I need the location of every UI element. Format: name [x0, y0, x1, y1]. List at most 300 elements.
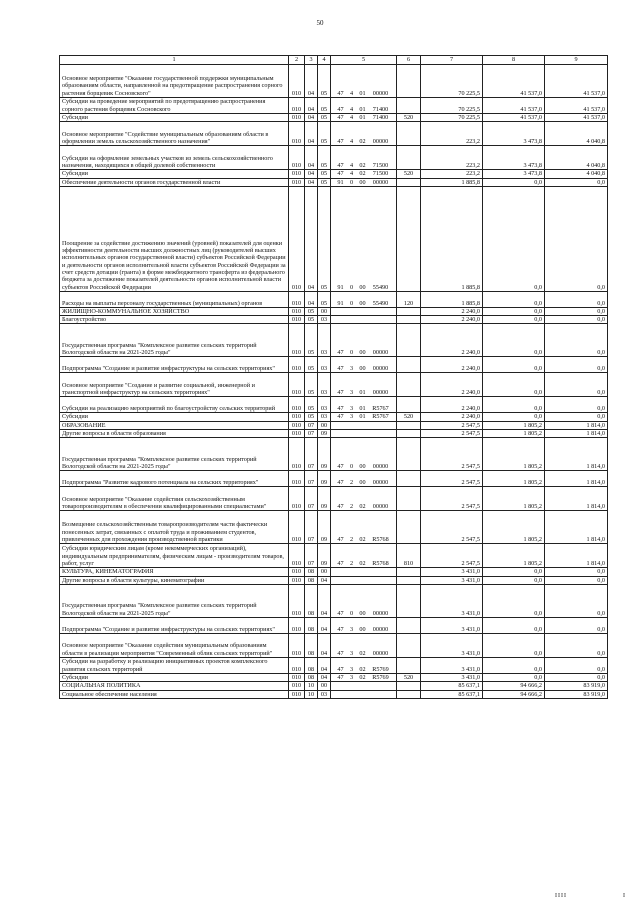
- cs-part: 47: [337, 114, 344, 121]
- cs-part: 00: [359, 463, 366, 471]
- vr-cell: [397, 307, 421, 315]
- amount-2022: 0,0: [483, 357, 545, 373]
- amount-2022: 0,0: [483, 413, 545, 421]
- pr-cell: 05: [318, 178, 331, 186]
- amount-2023: 0,0: [545, 633, 608, 657]
- pr-cell: 05: [318, 114, 331, 122]
- vr-cell: [397, 617, 421, 633]
- cs-cell: [331, 544, 397, 568]
- amount-2023: 1 814,0: [545, 421, 608, 429]
- amount-2022: 41 537,0: [483, 114, 545, 122]
- vr-cell: [397, 584, 421, 617]
- table-row: [60, 357, 608, 373]
- pr-cell: 04: [318, 633, 331, 657]
- cs-part: 00000: [372, 349, 389, 357]
- amount-2021: 3 431,0: [421, 673, 483, 681]
- amount-2022: 0,0: [483, 316, 545, 324]
- vr-cell: [397, 633, 421, 657]
- amount-2021: 70 225,5: [421, 98, 483, 114]
- pr-cell: 09: [318, 487, 331, 511]
- header-cell: 9: [545, 56, 608, 65]
- pr-cell: 05: [318, 186, 331, 291]
- amount-2022: 0,0: [483, 576, 545, 584]
- amount-2023: 0,0: [545, 186, 608, 291]
- cs-cell: [331, 98, 397, 114]
- cs-part: 00: [359, 479, 366, 487]
- cs-cell: [331, 682, 397, 690]
- amount-2023: 0,0: [545, 324, 608, 357]
- amount-2022: 0,0: [483, 307, 545, 315]
- header-cell: 7: [421, 56, 483, 65]
- rz-cell: 04: [305, 114, 318, 122]
- cs-part: 00000: [372, 89, 389, 97]
- amount-2022: 0,0: [483, 291, 545, 307]
- cs-part: 02: [359, 503, 366, 511]
- vr-cell: [397, 146, 421, 170]
- amount-2021: 1 885,8: [421, 178, 483, 186]
- cs-cell: [331, 316, 397, 324]
- grbs-cell: 010: [289, 307, 305, 315]
- cs-part: 0: [349, 178, 354, 186]
- cs-part: 0: [349, 283, 354, 291]
- row-name: Другие вопросы в области культуры, кинематографии: [60, 576, 289, 584]
- rz-cell: 05: [305, 373, 318, 397]
- amount-2023: 4 040,8: [545, 146, 608, 170]
- amount-2022: 3 473,8: [483, 146, 545, 170]
- amount-2022: 1 805,2: [483, 421, 545, 429]
- table-row: [60, 511, 608, 544]
- row-name: СОЦИАЛЬНАЯ ПОЛИТИКА: [60, 682, 289, 690]
- vr-cell: [397, 690, 421, 698]
- cs-part: 47: [337, 349, 344, 357]
- cs-part: 71500: [372, 162, 389, 169]
- grbs-cell: 010: [289, 291, 305, 307]
- amount-2023: 1 814,0: [545, 487, 608, 511]
- table-row: [60, 673, 608, 681]
- amount-2021: 2 547,5: [421, 544, 483, 568]
- cs-part: 00: [359, 299, 366, 307]
- cs-part: 00000: [372, 463, 389, 471]
- pr-cell: 04: [318, 617, 331, 633]
- table-row: [60, 421, 608, 429]
- row-name: Субсидии на проведение мероприятий по предотвращению распространения сорного растения борщевик Сосновского: [60, 98, 289, 114]
- vr-cell: [397, 511, 421, 544]
- rz-cell: 04: [305, 170, 318, 178]
- amount-2022: 0,0: [483, 324, 545, 357]
- pr-cell: 05: [318, 122, 331, 146]
- vr-cell: [397, 657, 421, 673]
- rz-cell: 05: [305, 357, 318, 373]
- cs-part: 00000: [372, 365, 389, 373]
- header-cell: 8: [483, 56, 545, 65]
- amount-2021: 2 547,5: [421, 430, 483, 438]
- grbs-cell: 010: [289, 584, 305, 617]
- cs-part: 47: [337, 665, 344, 673]
- footer-mark: IIII: [555, 893, 567, 899]
- pr-cell: 09: [318, 471, 331, 487]
- amount-2022: 94 666,2: [483, 690, 545, 698]
- rz-cell: 07: [305, 544, 318, 568]
- pr-cell: 03: [318, 373, 331, 397]
- cs-part: 47: [337, 479, 344, 487]
- pr-cell: 05: [318, 170, 331, 178]
- amount-2021: 2 240,0: [421, 357, 483, 373]
- header-cell: 3: [305, 56, 318, 65]
- vr-cell: [397, 324, 421, 357]
- cs-part: 47: [337, 365, 344, 373]
- pr-cell: 04: [318, 584, 331, 617]
- cs-part: 00000: [372, 138, 389, 145]
- grbs-cell: 010: [289, 324, 305, 357]
- cs-part: 01: [359, 105, 366, 113]
- row-name: Основное мероприятие "Создание и развитие социальной, инженерной и транспортной инфраструктур на сельских территориях": [60, 373, 289, 397]
- amount-2023: 41 537,0: [545, 114, 608, 122]
- amount-2023: 0,0: [545, 307, 608, 315]
- grbs-cell: 010: [289, 471, 305, 487]
- amount-2021: 2 547,5: [421, 438, 483, 471]
- cs-part: 47: [337, 89, 344, 97]
- cs-part: 47: [337, 609, 344, 617]
- vr-cell: 520: [397, 413, 421, 421]
- cs-part: 47: [337, 503, 344, 511]
- cs-part: 3: [349, 365, 354, 373]
- pr-cell: 00: [318, 307, 331, 315]
- cs-cell: [331, 307, 397, 315]
- cs-part: 01: [359, 389, 366, 397]
- rz-cell: 04: [305, 98, 318, 114]
- table-row: [60, 690, 608, 698]
- table-row: [60, 114, 608, 122]
- cs-part: 47: [337, 170, 344, 178]
- grbs-cell: 010: [289, 98, 305, 114]
- amount-2022: 0,0: [483, 186, 545, 291]
- cs-part: 01: [359, 114, 366, 121]
- table-row: [60, 373, 608, 397]
- amount-2021: 2 240,0: [421, 373, 483, 397]
- cs-part: 47: [337, 625, 344, 633]
- amount-2022: 1 805,2: [483, 430, 545, 438]
- cs-part: 02: [359, 665, 366, 673]
- cs-part: 00000: [372, 649, 389, 657]
- cs-part: 47: [337, 405, 344, 413]
- amount-2021: 70 225,5: [421, 65, 483, 98]
- amount-2022: 1 805,2: [483, 511, 545, 544]
- cs-part: 00000: [372, 609, 389, 617]
- cs-part: 4: [349, 162, 354, 169]
- row-name: Государственная программа "Комплексное развитие сельских территорий Вологодской области на 2021-2025 годы": [60, 584, 289, 617]
- cs-part: 47: [337, 649, 344, 657]
- cs-part: 47: [337, 463, 344, 471]
- row-name: Субсидии: [60, 673, 289, 681]
- table-row: [60, 122, 608, 146]
- cs-part: 3: [349, 665, 354, 673]
- cs-part: 47: [337, 536, 344, 544]
- vr-cell: [397, 178, 421, 186]
- cs-cell: [331, 617, 397, 633]
- grbs-cell: 010: [289, 438, 305, 471]
- table-row: [60, 307, 608, 315]
- amount-2023: 0,0: [545, 617, 608, 633]
- cs-part: 00: [359, 178, 366, 186]
- cs-cell: [331, 430, 397, 438]
- cs-part: 2: [349, 536, 354, 544]
- cs-part: 3: [349, 389, 354, 397]
- cs-part: 47: [337, 105, 344, 113]
- row-name: Государственная программа "Комплексное развитие сельских территорий Вологодской области на 2021-2025 годы": [60, 324, 289, 357]
- amount-2023: 0,0: [545, 397, 608, 413]
- amount-2021: 2 240,0: [421, 307, 483, 315]
- cs-cell: [331, 186, 397, 291]
- amount-2022: 1 805,2: [483, 438, 545, 471]
- grbs-cell: 010: [289, 146, 305, 170]
- cs-part: 02: [359, 673, 366, 681]
- rz-cell: 08: [305, 633, 318, 657]
- vr-cell: [397, 397, 421, 413]
- table-row: [60, 146, 608, 170]
- amount-2022: 0,0: [483, 397, 545, 413]
- grbs-cell: 010: [289, 65, 305, 98]
- rz-cell: 10: [305, 690, 318, 698]
- cs-cell: [331, 114, 397, 122]
- amount-2023: 0,0: [545, 576, 608, 584]
- cs-part: 71500: [372, 170, 389, 178]
- cs-part: 91: [337, 178, 344, 186]
- table-row: [60, 397, 608, 413]
- table-row: [60, 291, 608, 307]
- vr-cell: [397, 357, 421, 373]
- amount-2021: 85 637,1: [421, 690, 483, 698]
- cs-part: R5769: [372, 673, 389, 681]
- cs-cell: [331, 471, 397, 487]
- pr-cell: 05: [318, 98, 331, 114]
- header-cell: 5: [331, 56, 397, 65]
- cs-part: 00: [359, 365, 366, 373]
- amount-2021: 2 547,5: [421, 487, 483, 511]
- rz-cell: 07: [305, 471, 318, 487]
- rz-cell: 04: [305, 291, 318, 307]
- grbs-cell: 010: [289, 397, 305, 413]
- cs-part: 00: [359, 625, 366, 633]
- amount-2022: 0,0: [483, 617, 545, 633]
- row-name: КУЛЬТУРА, КИНЕМАТОГРАФИЯ: [60, 568, 289, 576]
- table-row: [60, 544, 608, 568]
- amount-2021: 2 547,5: [421, 471, 483, 487]
- grbs-cell: 010: [289, 568, 305, 576]
- cs-part: 01: [359, 413, 366, 421]
- amount-2021: 223,2: [421, 122, 483, 146]
- cs-cell: [331, 122, 397, 146]
- amount-2023: 4 040,8: [545, 170, 608, 178]
- header-cell: 4: [318, 56, 331, 65]
- cs-part: 01: [359, 89, 366, 97]
- amount-2022: 0,0: [483, 373, 545, 397]
- table-row: [60, 487, 608, 511]
- vr-cell: [397, 421, 421, 429]
- grbs-cell: 010: [289, 430, 305, 438]
- cs-part: 02: [359, 138, 366, 145]
- rz-cell: 08: [305, 617, 318, 633]
- row-name: Субсидии на оформление земельных участков из земель сельскохозяйственного назначения, находящихся в общей долевой собственности: [60, 146, 289, 170]
- rz-cell: 08: [305, 673, 318, 681]
- amount-2021: 3 431,0: [421, 576, 483, 584]
- amount-2023: 0,0: [545, 316, 608, 324]
- vr-cell: [397, 682, 421, 690]
- footer-mark: I: [623, 893, 625, 899]
- vr-cell: [397, 438, 421, 471]
- rz-cell: 04: [305, 146, 318, 170]
- pr-cell: 04: [318, 576, 331, 584]
- cs-cell: [331, 584, 397, 617]
- table-row: [60, 682, 608, 690]
- amount-2022: 0,0: [483, 633, 545, 657]
- header-row: [60, 56, 608, 65]
- cs-part: 71400: [372, 114, 389, 121]
- row-name: Поощрение за содействие достижению значений (уровней) показателей для оценки эффективности деятельности высших должностных лиц (руководителей высших исполнительных органов государственной власти) субъектов Российской Федерации и деятельности органов исполнительной власти субъектов Российской Федерации за счет средств дотации (гранта) в форме межбюджетного трансферта из федерального бюджета за достижение показателей деятельности органов исполнительной власти субъектов Российской Федерации: [60, 186, 289, 291]
- cs-cell: [331, 65, 397, 98]
- row-name: Расходы на выплаты персоналу государственных (муниципальных) органов: [60, 291, 289, 307]
- amount-2021: 3 431,0: [421, 633, 483, 657]
- rz-cell: 07: [305, 421, 318, 429]
- cs-part: 47: [337, 413, 344, 421]
- cs-cell: [331, 170, 397, 178]
- row-name: Субсидии: [60, 413, 289, 421]
- pr-cell: 05: [318, 146, 331, 170]
- amount-2021: 3 431,0: [421, 657, 483, 673]
- cs-cell: [331, 568, 397, 576]
- page-number: 50: [316, 19, 324, 27]
- rz-cell: 07: [305, 438, 318, 471]
- cs-cell: [331, 633, 397, 657]
- cs-part: R5768: [372, 560, 389, 568]
- pr-cell: 03: [318, 397, 331, 413]
- table-row: [60, 576, 608, 584]
- grbs-cell: 010: [289, 682, 305, 690]
- row-name: Субсидии: [60, 170, 289, 178]
- vr-cell: [397, 576, 421, 584]
- table-row: [60, 617, 608, 633]
- cs-part: 00000: [372, 479, 389, 487]
- cs-part: 2: [349, 479, 354, 487]
- cs-part: 91: [337, 283, 344, 291]
- cs-part: R5769: [372, 665, 389, 673]
- cs-part: 0: [349, 609, 354, 617]
- cs-part: 55490: [372, 283, 389, 291]
- cs-part: 71400: [372, 105, 389, 113]
- amount-2023: 0,0: [545, 373, 608, 397]
- pr-cell: 05: [318, 65, 331, 98]
- vr-cell: [397, 373, 421, 397]
- cs-part: 47: [337, 673, 344, 681]
- row-name: Другие вопросы в области образования: [60, 430, 289, 438]
- table-row: [60, 413, 608, 421]
- amount-2023: 0,0: [545, 178, 608, 186]
- cs-part: 00000: [372, 178, 389, 186]
- cs-cell: [331, 421, 397, 429]
- vr-cell: [397, 568, 421, 576]
- grbs-cell: 010: [289, 421, 305, 429]
- amount-2022: 0,0: [483, 584, 545, 617]
- cs-part: 02: [359, 649, 366, 657]
- cs-cell: [331, 413, 397, 421]
- table-row: [60, 438, 608, 471]
- cs-part: 0: [349, 349, 354, 357]
- row-name: Подпрограмма "Создание и развитие инфраструктуры на сельских территориях": [60, 617, 289, 633]
- amount-2021: 1 885,8: [421, 186, 483, 291]
- cs-part: 00: [359, 349, 366, 357]
- grbs-cell: 010: [289, 170, 305, 178]
- budget-table: [59, 55, 608, 699]
- vr-cell: [397, 122, 421, 146]
- cs-part: 91: [337, 299, 344, 307]
- amount-2023: 83 919,0: [545, 682, 608, 690]
- grbs-cell: 010: [289, 576, 305, 584]
- amount-2021: 3 431,0: [421, 617, 483, 633]
- cs-cell: [331, 324, 397, 357]
- amount-2022: 0,0: [483, 673, 545, 681]
- cs-part: 47: [337, 162, 344, 169]
- cs-part: 02: [359, 162, 366, 169]
- cs-part: 47: [337, 389, 344, 397]
- cs-part: 3: [349, 649, 354, 657]
- header-cell: 2: [289, 56, 305, 65]
- pr-cell: 04: [318, 673, 331, 681]
- cs-part: 02: [359, 536, 366, 544]
- pr-cell: 03: [318, 413, 331, 421]
- amount-2023: 0,0: [545, 291, 608, 307]
- pr-cell: 05: [318, 291, 331, 307]
- amount-2023: 0,0: [545, 568, 608, 576]
- cs-cell: [331, 511, 397, 544]
- vr-cell: [397, 65, 421, 98]
- cs-cell: [331, 178, 397, 186]
- amount-2023: 4 040,8: [545, 122, 608, 146]
- amount-2023: 1 814,0: [545, 511, 608, 544]
- pr-cell: 03: [318, 316, 331, 324]
- table-row: [60, 65, 608, 98]
- amount-2022: 1 805,2: [483, 544, 545, 568]
- vr-cell: 120: [397, 291, 421, 307]
- cs-part: 4: [349, 89, 354, 97]
- rz-cell: 05: [305, 307, 318, 315]
- cs-part: R5768: [372, 536, 389, 544]
- amount-2023: 1 814,0: [545, 438, 608, 471]
- cs-part: 3: [349, 625, 354, 633]
- row-name: Субсидии на реализацию мероприятий по благоустройству сельских территорий: [60, 397, 289, 413]
- row-name: ОБРАЗОВАНИЕ: [60, 421, 289, 429]
- grbs-cell: 010: [289, 373, 305, 397]
- amount-2021: 70 225,5: [421, 114, 483, 122]
- cs-part: 00000: [372, 389, 389, 397]
- grbs-cell: 010: [289, 617, 305, 633]
- table-row: [60, 186, 608, 291]
- amount-2023: 41 537,0: [545, 98, 608, 114]
- table-row: [60, 568, 608, 576]
- amount-2021: 2 547,5: [421, 511, 483, 544]
- amount-2023: 1 814,0: [545, 544, 608, 568]
- rz-cell: 04: [305, 122, 318, 146]
- amount-2021: 2 240,0: [421, 324, 483, 357]
- table-row: [60, 430, 608, 438]
- grbs-cell: 010: [289, 186, 305, 291]
- cs-cell: [331, 673, 397, 681]
- amount-2023: 0,0: [545, 657, 608, 673]
- rz-cell: 04: [305, 178, 318, 186]
- table-row: [60, 316, 608, 324]
- cs-part: R5767: [372, 405, 389, 413]
- table-row: [60, 98, 608, 114]
- cs-part: 3: [349, 405, 354, 413]
- cs-cell: [331, 576, 397, 584]
